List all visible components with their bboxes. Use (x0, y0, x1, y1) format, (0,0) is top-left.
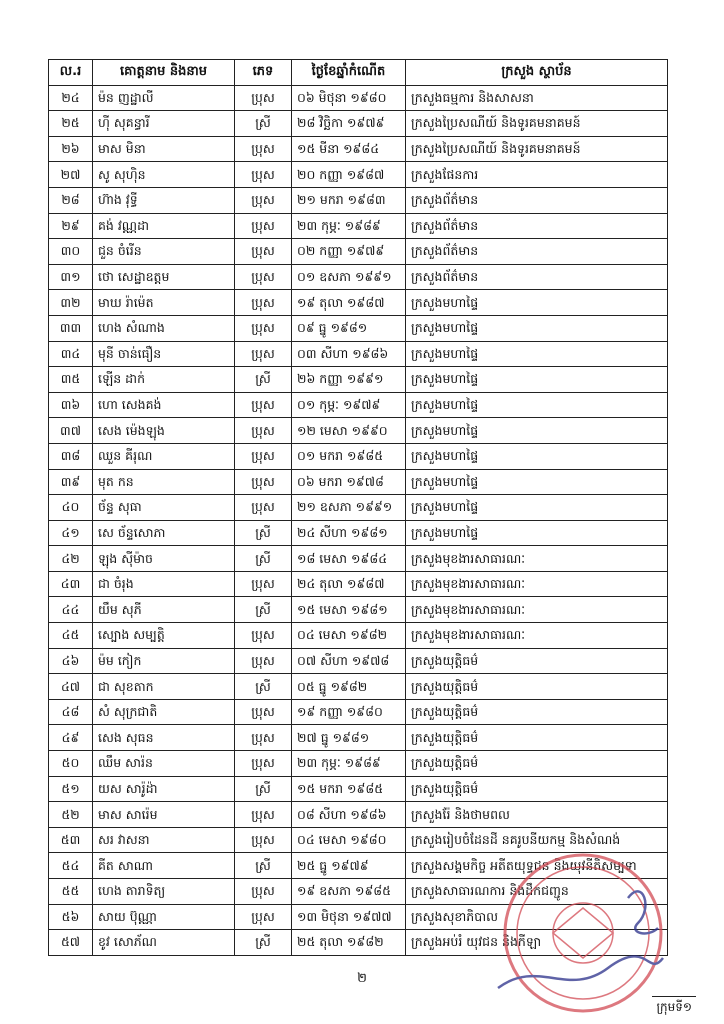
cell-date-of-birth: ១៥ មករា ១៩៨៥ (292, 776, 406, 802)
cell-name: ខូវ សោភ័ណ (93, 930, 235, 956)
cell-number: ៣៤ (49, 341, 93, 367)
cell-institution: ក្រសួងមុខងារសាធារណៈ (406, 597, 668, 623)
table-row (49, 239, 668, 265)
cell-date-of-birth: ២៤ តុលា ១៩៨៧ (292, 571, 406, 597)
cell-institution: ក្រសួងព័ត៌មាន (406, 213, 668, 239)
cell-institution: ក្រសួងមុខងារសាធារណៈ (406, 546, 668, 572)
table-row (49, 930, 668, 956)
cell-institution: ក្រសួងផែនការ (406, 162, 668, 188)
cell-name: សាយ ប៊ុណ្ណា (93, 904, 235, 930)
cell-name: យឹម សុភី (93, 597, 235, 623)
cell-sex: ប្រុស (235, 341, 292, 367)
cell-number: ៣២ (49, 290, 93, 316)
cell-date-of-birth: ២៣ កុម្ភៈ ១៩៨៩ (292, 751, 406, 777)
cell-institution: ក្រសួងរៀបចំដែនដី នគរូបនីយកម្ម និងសំណង់ (406, 827, 668, 853)
cell-number: ៥១ (49, 776, 93, 802)
cell-sex: ស្រី (235, 520, 292, 546)
cell-sex: ស្រី (235, 674, 292, 700)
cell-institution: ក្រសួងយុត្តិធម៌ (406, 751, 668, 777)
cell-name: ហេង តារាទិត្យ (93, 879, 235, 905)
header-number: ល.រ (49, 60, 93, 86)
table-row (49, 751, 668, 777)
cell-name: សេង ម៉េងឡុង (93, 418, 235, 444)
cell-sex: ប្រុស (235, 469, 292, 495)
cell-date-of-birth: ១៩ កញ្ញា ១៩៨០ (292, 699, 406, 725)
cell-name: ហោ សេងគង់ (93, 392, 235, 418)
cell-number: ៤៧ (49, 674, 93, 700)
cell-institution: ក្រសួងយុត្តិធម៌ (406, 674, 668, 700)
cell-number: ៣៣ (49, 315, 93, 341)
cell-number: ៥៧ (49, 930, 93, 956)
cell-date-of-birth: ០២ កញ្ញា ១៩៧៩ (292, 239, 406, 265)
cell-number: ២៩ (49, 213, 93, 239)
cell-institution: ក្រសួងមហាផ្ទៃ (406, 290, 668, 316)
cell-number: ៤២ (49, 546, 93, 572)
cell-number: ២៦ (49, 136, 93, 162)
cell-date-of-birth: ១២ មេសា ១៩៩០ (292, 418, 406, 444)
table-row (49, 879, 668, 905)
cell-sex: ប្រុស (235, 648, 292, 674)
cell-sex: ប្រុស (235, 802, 292, 828)
cell-number: ២៨ (49, 187, 93, 213)
cell-institution: ក្រសួងរ៉ែ និងថាមពល (406, 802, 668, 828)
table-row (49, 802, 668, 828)
table-row (49, 111, 668, 137)
cell-number: ៤៥ (49, 623, 93, 649)
cell-date-of-birth: ១៩ ឧសភា ១៩៨៥ (292, 879, 406, 905)
cell-name: ហ៊ាង វុទ្ធី (93, 187, 235, 213)
cell-date-of-birth: ០៨ សីហា ១៩៨៦ (292, 802, 406, 828)
cell-number: ៥២ (49, 802, 93, 828)
cell-date-of-birth: ១៥ មេសា ១៩៨១ (292, 597, 406, 623)
cell-name: មុត កន (93, 469, 235, 495)
cell-sex: ប្រុស (235, 392, 292, 418)
cell-sex: ប្រុស (235, 725, 292, 751)
cell-institution: ក្រសួងយុត្តិធម៌ (406, 648, 668, 674)
table-row (49, 341, 668, 367)
cell-date-of-birth: ២៦ កញ្ញា ១៩៩១ (292, 367, 406, 393)
table-row (49, 571, 668, 597)
cell-sex: ប្រុស (235, 264, 292, 290)
cell-name: ឡុង ស៊ីម៉ាច (93, 546, 235, 572)
table-row (49, 725, 668, 751)
cell-date-of-birth: ០១ ឧសភា ១៩៩១ (292, 264, 406, 290)
cell-number: ៣៥ (49, 367, 93, 393)
cell-name: ថោ សេដ្ឋាឧត្តម (93, 264, 235, 290)
cell-number: ៤៣ (49, 571, 93, 597)
cell-sex: ប្រុស (235, 751, 292, 777)
cell-number: ៥៦ (49, 904, 93, 930)
cell-sex: ប្រុស (235, 571, 292, 597)
cell-date-of-birth: ២៥ ធ្នូ ១៩៧៩ (292, 853, 406, 879)
cell-institution: ក្រសួងយុត្តិធម៌ (406, 725, 668, 751)
cell-number: ៤៨ (49, 699, 93, 725)
cell-name: មុនី ចាន់ធឿន (93, 341, 235, 367)
header-institution: ក្រសួង ស្ថាប័ន (406, 60, 668, 86)
cell-date-of-birth: ០៥ ធ្នូ ១៩៨២ (292, 674, 406, 700)
cell-sex: ស្រី (235, 776, 292, 802)
cell-name: សេង សុធន (93, 725, 235, 751)
table-row (49, 674, 668, 700)
table-header-row (49, 60, 668, 86)
table-row (49, 162, 668, 188)
table-row (49, 136, 668, 162)
cell-sex: ប្រុស (235, 213, 292, 239)
cell-number: ៥០ (49, 751, 93, 777)
cell-number: ៥៣ (49, 827, 93, 853)
page-number: ២ (357, 971, 367, 986)
cell-name: ឈឹម សារ៉ន (93, 751, 235, 777)
header-date-of-birth: ថ្ងៃខែឆ្នាំកំណើត (292, 60, 406, 86)
cell-number: ៣០ (49, 239, 93, 265)
cell-date-of-birth: ២៣ កុម្ភៈ ១៩៨៩ (292, 213, 406, 239)
table-row (49, 315, 668, 341)
group-label: ក្រុមទី១ (652, 996, 696, 1017)
cell-name: ឡើន ដាក់ (93, 367, 235, 393)
table-row (49, 904, 668, 930)
table-row (49, 469, 668, 495)
header-name: គោត្តនាម និងនាម (93, 60, 235, 86)
cell-sex: ស្រី (235, 853, 292, 879)
cell-institution: ក្រសួងព័ត៌មាន (406, 239, 668, 265)
table-row (49, 827, 668, 853)
cell-sex: ប្រុស (235, 136, 292, 162)
cell-name: ច័ន្ទ សុធា (93, 495, 235, 521)
cell-number: ៣៨ (49, 443, 93, 469)
cell-number: ៣១ (49, 264, 93, 290)
cell-date-of-birth: ២៥ តុលា ១៩៨២ (292, 930, 406, 956)
cell-institution: ក្រសួងយុត្តិធម៌ (406, 699, 668, 725)
table-row (49, 392, 668, 418)
cell-date-of-birth: ០៣ សីហា ១៩៨៦ (292, 341, 406, 367)
cell-name: ជួន ចំរើន (93, 239, 235, 265)
cell-date-of-birth: ១៨ មេសា ១៩៨៤ (292, 546, 406, 572)
cell-date-of-birth: ០៧ សីហា ១៩៧៨ (292, 648, 406, 674)
table-row (49, 264, 668, 290)
cell-name: សេ ច័ន្ទសោភា (93, 520, 235, 546)
cell-institution: ក្រសួងព័ត៌មាន (406, 187, 668, 213)
cell-name: គង់ វណ្ណដា (93, 213, 235, 239)
cell-institution: ក្រសួងមុខងារសាធារណៈ (406, 623, 668, 649)
table-row (49, 290, 668, 316)
cell-name: ម៉ន ញដ្ឋាលី (93, 85, 235, 111)
table-row (49, 495, 668, 521)
cell-name: គីត សាណា (93, 853, 235, 879)
roster-body (49, 85, 668, 955)
cell-sex: ស្រី (235, 930, 292, 956)
cell-name: ឈួន គីរុណ (93, 443, 235, 469)
cell-number: ២៧ (49, 162, 93, 188)
cell-institution: ក្រសួងប្រៃសណីយ៍ និងទូរគមនាគមន៍ (406, 111, 668, 137)
cell-institution: ក្រសួងមហាផ្ទៃ (406, 392, 668, 418)
table-row (49, 776, 668, 802)
cell-date-of-birth: ០៦ មករា ១៩៧៨ (292, 469, 406, 495)
table-row (49, 85, 668, 111)
cell-number: ៤១ (49, 520, 93, 546)
cell-sex: ប្រុស (235, 623, 292, 649)
cell-name: ស្បោង សម្បត្តិ (93, 623, 235, 649)
cell-number: ២៤ (49, 85, 93, 111)
cell-sex: ស្រី (235, 367, 292, 393)
cell-number: ២៥ (49, 111, 93, 137)
cell-number: ៥៥ (49, 879, 93, 905)
cell-number: ៤០ (49, 495, 93, 521)
cell-sex: ប្រុស (235, 162, 292, 188)
table-row (49, 213, 668, 239)
cell-date-of-birth: ២១ មករា ១៩៨៣ (292, 187, 406, 213)
cell-number: ៥៤ (49, 853, 93, 879)
cell-sex: ប្រុស (235, 879, 292, 905)
cell-institution: ក្រសួងសុខាភិបាល (406, 904, 668, 930)
cell-name: ជា ចំរុង (93, 571, 235, 597)
cell-name: ម៉ម កៀក (93, 648, 235, 674)
table-row (49, 443, 668, 469)
cell-institution: ក្រសួងយុត្តិធម៌ (406, 776, 668, 802)
cell-date-of-birth: ០៤ មេសា ១៩៨០ (292, 827, 406, 853)
cell-date-of-birth: ២១ ឧសភា ១៩៩១ (292, 495, 406, 521)
cell-sex: ប្រុស (235, 187, 292, 213)
cell-date-of-birth: ២៧ ធ្នូ ១៩៨១ (292, 725, 406, 751)
table-row (49, 597, 668, 623)
cell-number: ៤៤ (49, 597, 93, 623)
cell-institution: ក្រសួងអប់រំ យុវជន និងកីឡា (406, 930, 668, 956)
cell-sex: ប្រុស (235, 443, 292, 469)
cell-date-of-birth: ០១ មករា ១៩៨៥ (292, 443, 406, 469)
cell-date-of-birth: ១៩ តុលា ១៩៨៧ (292, 290, 406, 316)
cell-sex: ប្រុស (235, 699, 292, 725)
cell-sex: ប្រុស (235, 85, 292, 111)
cell-sex: ប្រុស (235, 315, 292, 341)
cell-name: សរ វាសនា (93, 827, 235, 853)
cell-sex: ស្រី (235, 597, 292, 623)
cell-date-of-birth: ២៨ វិច្ឆិកា ១៩៧៩ (292, 111, 406, 137)
cell-institution: ក្រសួងសង្គមកិច្ច អតីតយុទ្ធជន និងយុវនីតិសម្បទា (406, 853, 668, 879)
cell-date-of-birth: ១៣ មិថុនា ១៩៧៧ (292, 904, 406, 930)
cell-institution: ក្រសួងមុខងារសាធារណៈ (406, 571, 668, 597)
cell-sex: ប្រុស (235, 827, 292, 853)
table-row (49, 623, 668, 649)
cell-sex: ប្រុស (235, 418, 292, 444)
cell-name: ហ៊ី សុគន្ធារី (93, 111, 235, 137)
cell-sex: ប្រុស (235, 904, 292, 930)
cell-institution: ក្រសួងមហាផ្ទៃ (406, 443, 668, 469)
cell-sex: ប្រុស (235, 495, 292, 521)
cell-date-of-birth: ២៤ សីហា ១៩៨១ (292, 520, 406, 546)
cell-sex: ស្រី (235, 111, 292, 137)
cell-name: មាស មិនា (93, 136, 235, 162)
cell-institution: ក្រសួងមហាផ្ទៃ (406, 418, 668, 444)
table-row (49, 520, 668, 546)
cell-date-of-birth: ២០ កញ្ញា ១៩៨៧ (292, 162, 406, 188)
cell-name: ហេង សំណាង (93, 315, 235, 341)
cell-institution: ក្រសួងមហាផ្ទៃ (406, 341, 668, 367)
header-sex: ភេទ (235, 60, 292, 86)
cell-number: ៤៦ (49, 648, 93, 674)
table-row (49, 648, 668, 674)
cell-institution: ក្រសួងប្រៃសណីយ៍ និងទូរគមនាគមន៍ (406, 136, 668, 162)
cell-name: សូ សុហ៊ិន (93, 162, 235, 188)
cell-institution: ក្រសួងមហាផ្ទៃ (406, 469, 668, 495)
cell-sex: ប្រុស (235, 239, 292, 265)
cell-sex: ប្រុស (235, 290, 292, 316)
table-row (49, 367, 668, 393)
cell-institution: ក្រសួងមហាផ្ទៃ (406, 315, 668, 341)
cell-name: សំ សុក្រជាតិ (93, 699, 235, 725)
cell-date-of-birth: ០៩ ធ្នូ ១៩៨១ (292, 315, 406, 341)
cell-number: ៣៧ (49, 418, 93, 444)
cell-date-of-birth: ០១ កុម្ភៈ ១៩៧៩ (292, 392, 406, 418)
table-row (49, 853, 668, 879)
cell-date-of-birth: ០៤ មេសា ១៩៨២ (292, 623, 406, 649)
cell-institution: ក្រសួងធម្មការ និងសាសនា (406, 85, 668, 111)
cell-institution: ក្រសួងមហាផ្ទៃ (406, 495, 668, 521)
cell-name: មាឃ រ៉ាម៉េត (93, 290, 235, 316)
cell-institution: ក្រសួងសាធារណការ និងដឹកជញ្ជូន (406, 879, 668, 905)
table-row (49, 187, 668, 213)
cell-sex: ស្រី (235, 546, 292, 572)
cell-number: ៣៦ (49, 392, 93, 418)
table-row (49, 546, 668, 572)
cell-name: មាស សារ៉េម (93, 802, 235, 828)
cell-name: យស សារ៉ូដ៉ា (93, 776, 235, 802)
cell-institution: ក្រសួងព័ត៌មាន (406, 264, 668, 290)
cell-number: ៣៩ (49, 469, 93, 495)
cell-name: ជា សុខតាក (93, 674, 235, 700)
cell-institution: ក្រសួងមហាផ្ទៃ (406, 367, 668, 393)
cell-number: ៤៩ (49, 725, 93, 751)
table-row (49, 699, 668, 725)
cell-date-of-birth: ០៦ មិថុនា ១៩៨០ (292, 85, 406, 111)
roster-table (48, 59, 668, 956)
cell-institution: ក្រសួងមហាផ្ទៃ (406, 520, 668, 546)
cell-date-of-birth: ១៥ មីនា ១៩៨៤ (292, 136, 406, 162)
table-row (49, 418, 668, 444)
